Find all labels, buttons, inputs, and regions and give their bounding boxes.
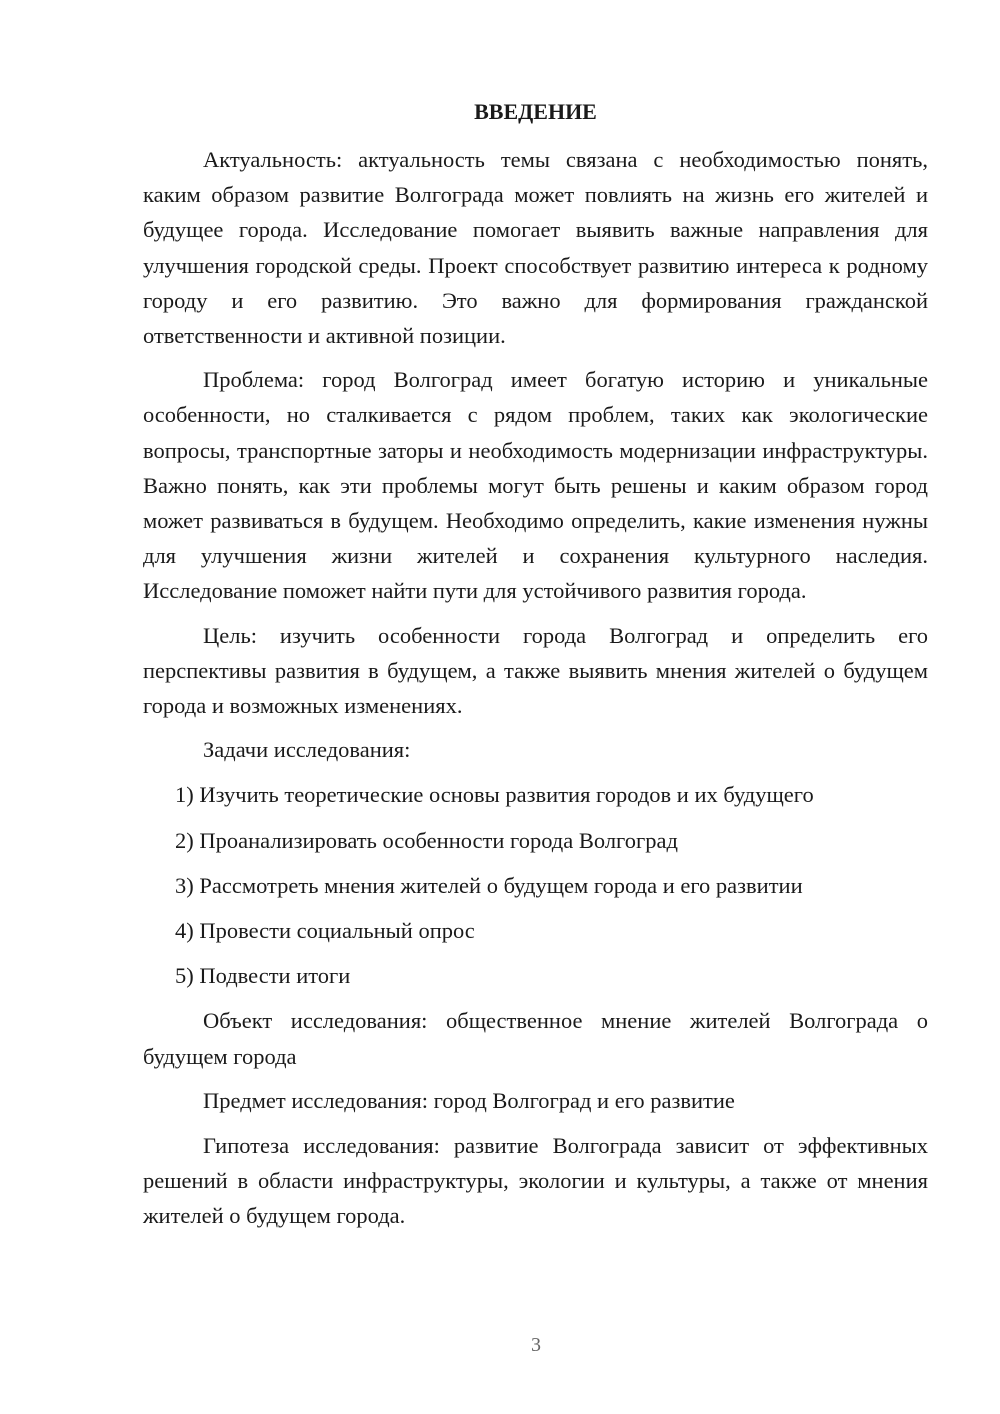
relevance-paragraph: Актуальность: актуальность темы связана с необходимостью понять, каким образом развитие Волгограда может повлиять на жизнь его жителей и будущее города. Исследование помогает выявить важные направления для улучшения городской среды. Проект способствует развитию интереса к родному городу и его развитию. Это важно для формирования гражданской ответственности и активной позиции. [143,147,928,349]
page-content [143,94,928,1243]
subject-paragraph: Предмет исследования: город Волгоград и его развитие [203,1087,735,1113]
page-number: 3 [531,1334,541,1356]
object-paragraph: Объект исследования: общественное мнение жителей Волгограда о будущем города [143,1008,928,1069]
task-item: 5) Подвести итоги [175,963,351,989]
page-heading: ВВЕДЕНИЕ [474,99,597,124]
tasks-title: Задачи исследования: [203,737,411,763]
task-item: 4) Провести социальный опрос [175,918,475,944]
tasks-list [143,777,928,993]
task-item: 2) Проанализировать особенности города Волгоград [175,827,678,853]
task-item: 3) Рассмотреть мнения жителей о будущем города и его развитии [175,872,803,898]
task-item: 1) Изучить теоретические основы развития городов и их будущего [175,782,814,808]
goal-paragraph: Цель: изучить особенности города Волгоград и определить его перспективы развития в будущем, а также выявить мнения жителей о будущем города и возможных изменениях. [143,622,928,719]
hypothesis-paragraph: Гипотеза исследования: развитие Волгограда зависит от эффективных решений в области инфраструктуры, экологии и культуры, а также от мнения жителей о будущем города. [143,1133,928,1229]
problem-paragraph: Проблема: город Волгоград имеет богатую историю и уникальные особенности, но сталкивается с рядом проблем, таких как экологические вопросы, транспортные заторы и необходимость модернизации инфраструктуры. Важно понять, как эти проблемы могут быть решены и каким образом город может развиваться в будущем. Необходимо определить, какие изменения нужны для улучшения жизни жителей и сохранения культурного наследия. Исследование поможет найти пути для устойчивого развития города. [143,367,928,604]
